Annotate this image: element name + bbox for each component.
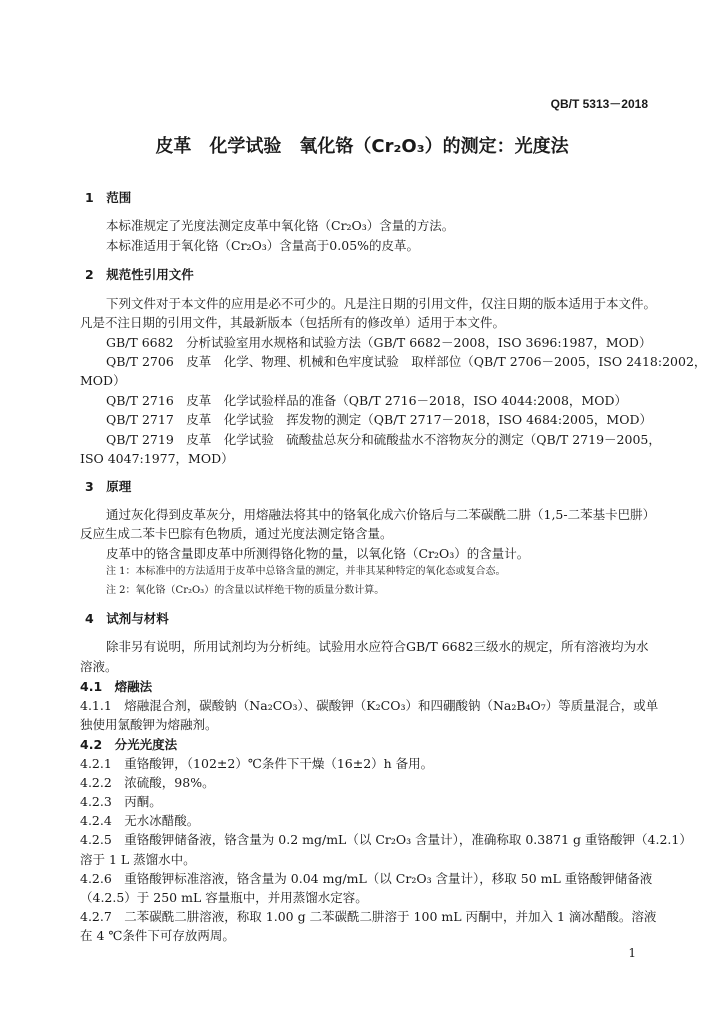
text-line-s411b: 独使用氯酸钾为熔融剂。 xyxy=(80,717,218,732)
page-number: 1 xyxy=(628,946,636,960)
text-line-s3-p2: 反应生成二苯卡巴腙有色物质，通过光度法测定铬含量。 xyxy=(80,526,393,541)
text-line-s2-p1: 下列文件对于本文件的应用是必不可少的。凡是注日期的引用文件，仅注日期的版本适用于本文件。 xyxy=(106,296,657,311)
text-line-s2-r5b: ISO 4047:1977，MOD） xyxy=(80,451,234,466)
text-line-s2-r1: GB/T 6682 分析试验室用水规格和试验方法（GB/T 6682－2008，ISO 3696:1987，MOD） xyxy=(106,335,652,350)
standard-number: QB/T 5313－2018 xyxy=(550,97,648,111)
text-line-s411: 4.1.1 熔融混合剂，碳酸钠（Na₂CO₃）、碳酸钾（K₂CO₃）和四硼酸钠（Na₂B₄O₇）等质量混合，或单 xyxy=(80,698,659,713)
text-line-s421: 4.2.1 重铬酸钾，（102±2）℃条件下干燥（16±2）h 备用。 xyxy=(80,756,434,771)
text-line-s41-h: 4.1 熔融法 xyxy=(80,679,153,694)
text-line-s425: 4.2.5 重铬酸钾储备液，铬含量为 0.2 mg/mL（以 Cr₂O₃ 含量计），准确称取 0.3871 g 重铬酸钾（4.2.1） xyxy=(80,832,692,847)
text-line-s424: 4.2.4 无水冰醋酸。 xyxy=(80,813,200,828)
text-line-s2-p2: 凡是不注日期的引用文件，其最新版本（包括所有的修改单）适用于本文件。 xyxy=(80,315,506,330)
text-line-s3-h: 3 原理 xyxy=(85,479,132,494)
text-line-s427: 4.2.7 二苯碳酰二肼溶液，称取 1.00 g 二苯碳酰二肼溶于 100 mL 丙酮中，并加入 1 滴冰醋酸。溶液 xyxy=(80,909,657,924)
text-line-s2-r5: QB/T 2719 皮革 化学试验 硫酸盐总灰分和硫酸盐水不溶物灰分的测定（QB/T 2719－2005， xyxy=(106,432,661,447)
text-line-s2-r2: QB/T 2706 皮革 化学、物理、机械和色牢度试验 取样部位（QB/T 2706－2005，ISO 2418:2002， xyxy=(106,354,707,369)
text-line-s4-p1: 除非另有说明，所用试剂均为分析纯。试验用水应符合GB/T 6682三级水的规定，所有溶液均为水 xyxy=(106,639,649,654)
text-line-s4-p2: 溶液。 xyxy=(80,659,118,674)
text-line-s3-n2: 注 2：氧化铬（Cr₂O₃）的含量以试样绝干物的质量分数计算。 xyxy=(106,585,385,596)
text-line-s423: 4.2.3 丙酮。 xyxy=(80,794,162,809)
text-line-s2-r4: QB/T 2717 皮革 化学试验 挥发物的测定（QB/T 2717－2018，ISO 4684:2005，MOD） xyxy=(106,412,652,427)
text-line-s3-p1: 通过灰化得到皮革灰分，用熔融法将其中的铬氧化成六价铬后与二苯碳酰二肼（1,5-二苯基卡巴肼） xyxy=(106,507,656,522)
text-line-s2-r2b: MOD） xyxy=(80,373,126,388)
text-line-s3-p3: 皮革中的铬含量即皮革中所测得铬化物的量，以氧化铬（Cr₂O₃）的含量计。 xyxy=(106,546,530,561)
text-line-s426b: （4.2.5）于 250 mL 容量瓶中，并用蒸馏水定容。 xyxy=(80,890,368,905)
text-line-s4-h: 4 试剂与材料 xyxy=(85,611,169,626)
text-line-s1-p1: 本标准规定了光度法测定皮革中氧化铬（Cr₂O₃）含量的方法。 xyxy=(106,218,455,233)
text-line-s42-h: 4.2 分光光度法 xyxy=(80,737,178,752)
text-line-s1-p2: 本标准适用于氧化铬（Cr₂O₃）含量高于0.05%的皮革。 xyxy=(106,238,420,253)
text-line-s3-n1: 注 1：本标准中的方法适用于皮革中总铬含量的测定，并非其某种特定的氧化态或复合态。 xyxy=(106,566,506,577)
text-line-s1-h: 1 范围 xyxy=(85,190,132,205)
text-line-s2-r3: QB/T 2716 皮革 化学试验样品的准备（QB/T 2716－2018，ISO 4044:2008，MOD） xyxy=(106,393,627,408)
text-line-s2-h: 2 规范性引用文件 xyxy=(85,267,194,282)
text-line-s422: 4.2.2 浓硫酸，98%。 xyxy=(80,775,215,790)
text-line-s425b: 溶于 1 L 蒸馏水中。 xyxy=(80,852,196,867)
page-title: 皮革 化学试验 氧化铬（Cr₂O₃）的测定：光度法 xyxy=(155,136,569,157)
text-line-s427b: 在 4 ℃条件下可存放两周。 xyxy=(80,928,235,943)
text-line-s426: 4.2.6 重铬酸钾标准溶液，铬含量为 0.04 mg/mL（以 Cr₂O₃ 含量计），移取 50 mL 重铬酸钾储备液 xyxy=(80,871,653,886)
